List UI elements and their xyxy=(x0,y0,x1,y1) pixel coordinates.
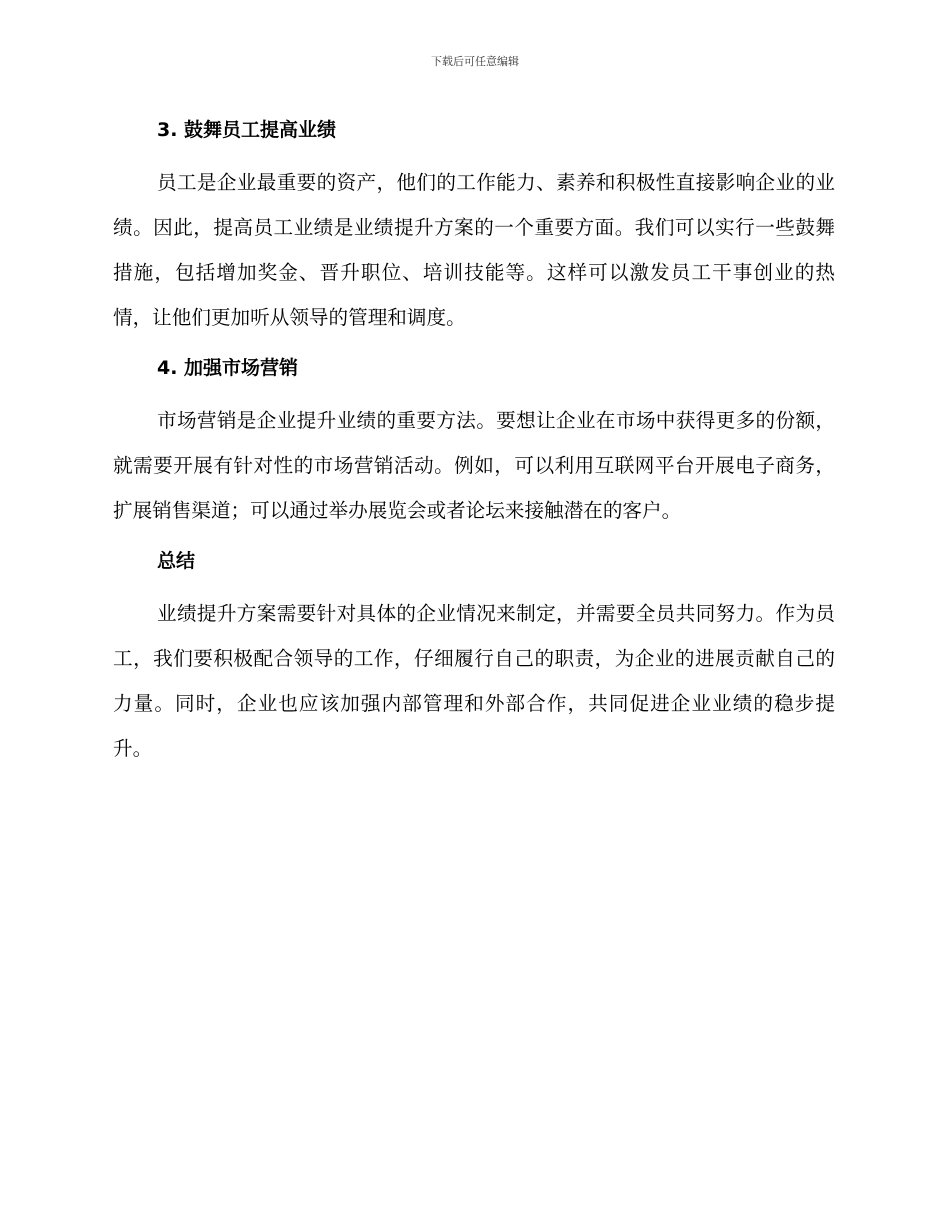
section-paragraph-employee-performance: 员工是企业最重要的资产，他们的工作能力、素养和积极性直接影响企业的业绩。因此，提高员工业绩是业绩提升方案的一个重要方面。我们可以实行一些鼓舞措施，包括增加奖金、晋升职位、培训技能等。这样可以激发员工干事创业的热情，让他们更加听从领导的管理和调度。 xyxy=(113,171,835,329)
section-heading-marketing: 4. 加强市场营销 xyxy=(157,357,299,379)
section-paragraph-marketing: 市场营销是企业提升业绩的重要方法。要想让企业在市场中获得更多的份额，就需要开展有针对性的市场营销活动。例如，可以利用互联网平台开展电子商务，扩展销售渠道；可以通过举办展览会或者论坛来接触潜在的客户。 xyxy=(113,409,835,522)
section-heading-employee-performance: 3. 鼓舞员工提高业绩 xyxy=(157,119,337,141)
document-body xyxy=(113,114,835,783)
header-note: 下载后可任意编辑 xyxy=(431,55,519,68)
section-heading-summary: 总结 xyxy=(157,550,196,572)
section-paragraph-summary: 业绩提升方案需要针对具体的企业情况来制定，并需要全员共同努力。作为员工，我们要积极配合领导的工作，仔细履行自己的职责，为企业的进展贡献自己的力量。同时，企业也应该加强内部管理和外部合作，共同促进企业业绩的稳步提升。 xyxy=(113,602,835,760)
